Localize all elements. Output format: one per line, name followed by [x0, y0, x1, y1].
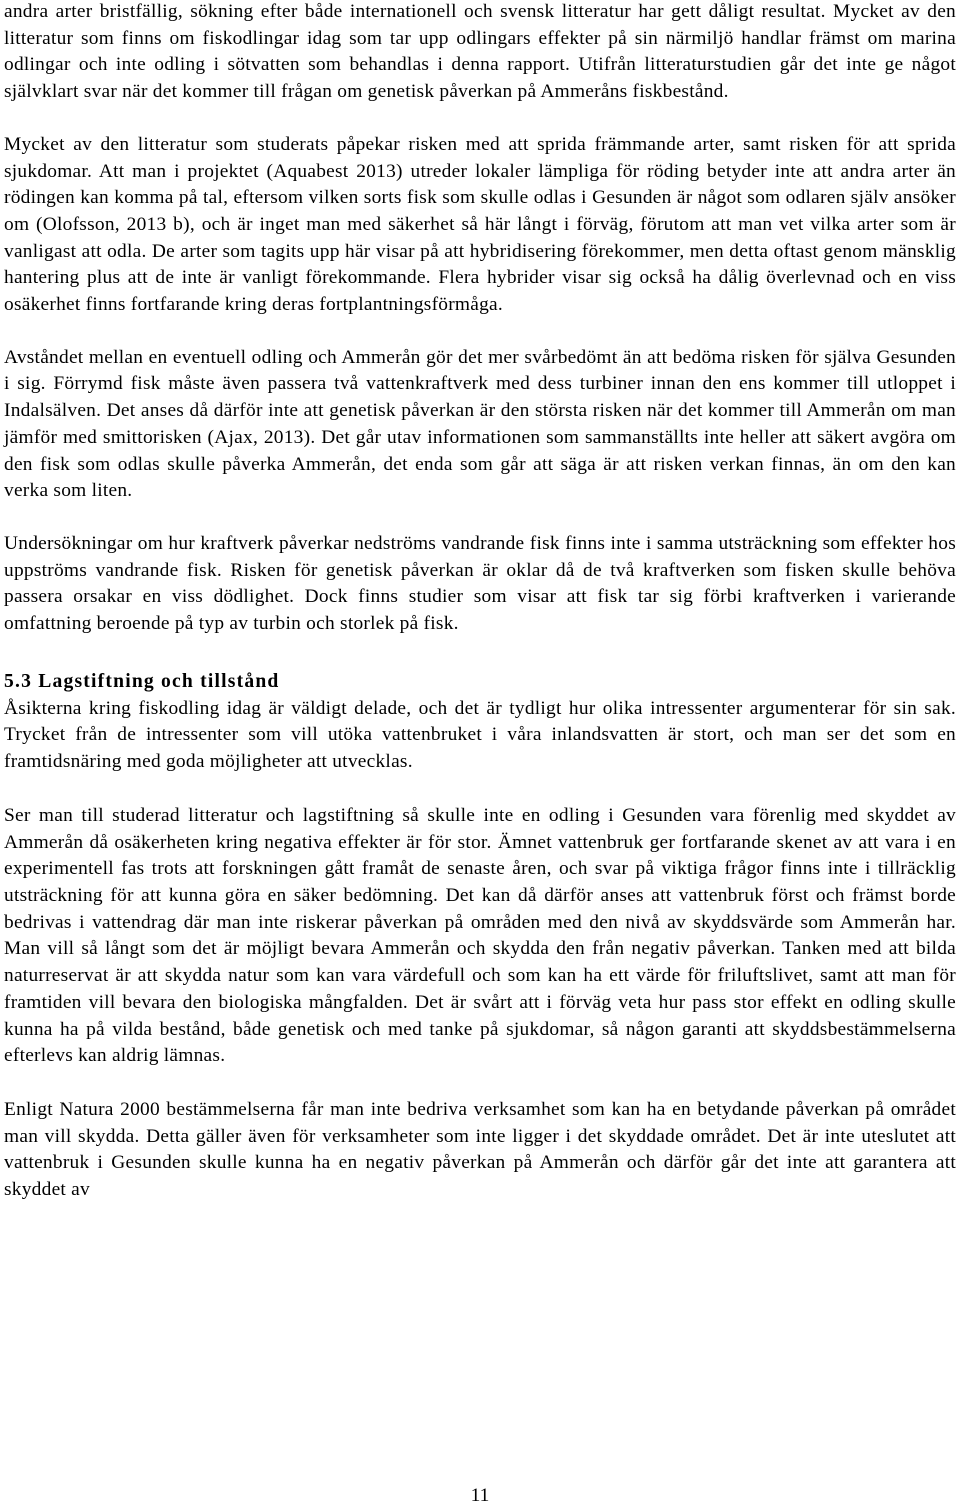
paragraph-opinions-aquaculture: Åsikterna kring fiskodling idag är väldigt delade, och det är tydligt hur olika intressenter argumenterar för sin sak. Trycket från de intressenter som vill utöka vattenbruket i våra inlandsvatten är stort, och man ser det som en framtidsnäring med goda möjligheter att utvecklas. [4, 697, 956, 773]
paragraph-natura-2000: Enligt Natura 2000 bestämmelserna får man inte bedriva verksamhet som kan ha en betydande påverkan på området man vill skydda. Detta gäller även för verksamheter som inte ligger i det skyddade området. Det är inte uteslutet att vattenbruk i Gesunden skulle kunna ha en negativ påverkan på Ammerån och därför går det inte att garantera att skyddet av [4, 1098, 956, 1201]
paragraph-power-plant-studies: Undersökningar om hur kraftverk påverkar nedströms vandrande fisk finns inte i samma utsträckning som effekter hos uppströms vandrande fisk. Risken för genetisk påverkan är oklar då de två kraftverken som fisken skulle behöva passera orsakar en viss dödlighet. Dock finns studier som visar att fisk tar sig förbi kraftverken i varierande omfattning beroende på typ av turbin och storlek på fisk. [4, 532, 956, 635]
document-page [4, 0, 956, 1204]
paragraph-foreign-species-risk: Mycket av den litteratur som studerats påpekar risken med att sprida främmande arter, samt risken för att sprida sjukdomar. Att man i projektet (Aquabest 2013) utreder lokaler lämpliga för röding betyder inte att andra arter än rödingen kan komma på tal, eftersom vilken sorts fisk som skulle odlas i Gesunden är något som odlaren själv ansöker om (Olofsson, 2013 b), och är inget man med säkerhet så här långt i förväg, förutom att man vet vilka arter som är vanligast att odla. De arter som tagits upp här visar på att hybridisering förekommer, men detta oftast genom mänsklig hantering plus att de inte är vanligt förekommande. Flera hybrider visar sig också ha dålig överlevnad och en viss osäkerhet finns fortfarande kring deras fortplantningsförmåga. [4, 133, 956, 316]
paragraph-literature-results: andra arter bristfällig, sökning efter både internationell och svensk litteratur har gett dåligt resultat. Mycket av den litteratur som finns om fiskodlingar idag som tar upp odlingars effekter på sin närmiljö handlar främst om marina odlingar och inte odling i sötvatten som behandlas i denna rapport. Utifrån litteraturstudien går det inte ge något självklart svar när det kommer till frågan om genetisk påverkan på Ammeråns fiskbestånd. [4, 1, 956, 103]
section-heading: 5.3 Lagstiftning och tillstånd [4, 670, 280, 692]
paragraph-legislation-assessment: Ser man till studerad litteratur och lagstiftning så skulle inte en odling i Gesunden vara förenlig med skyddet av Ammerån då osäkerheten kring negativa effekter är för stor. Ämnet vattenbruk ger fortfarande skenet av att vara i en experimentell fas trots att forskningen gått framåt de senaste åren, och svar på viktiga frågor finns inte i tillräcklig utsträckning för att kunna göra en säker bedömning. Det kan då därför anses att vattenbruk först och främst borde bedrivas i vattendrag där man inte riskerar påverkan på områden med den nivå av skyddsvärde som Ammerån har. Man vill så långt som det är möjligt bevara Ammerån och skydda den från negativ påverkan. Tanken med att bilda naturreservat är att skydda natur som kan vara värdefull och som kan ha ett värde för friluftslivet, samt att man för framtiden vill bevara den biologiska mångfalden. Det är svårt att i förväg veta hur pass stor effekt en odling skulle kunna ha på vilda bestånd, både genetisk och med tanke på sjukdomar, så någon garanti att skyddsbestämmelserna efterlevs kan aldrig lämnas. [4, 804, 956, 1067]
page-number: 11 [470, 1485, 490, 1506]
paragraph-distance-assessment: Avståndet mellan en eventuell odling och Ammerån gör det mer svårbedömt än att bedöma risken för själva Gesunden i sig. Förrymd fisk måste även passera två vattenkraftverk med dess turbiner innan den ens kommer till utloppet i Indalsälven. Det anses då därför inte att genetisk påverkan är den största risken när det kommer till Ammerån om man jämför med smittorisken (Ajax, 2013). Det går utav informationen som sammanställts inte heller att säkert avgöra om den fisk som odlas skulle påverka Ammerån, det enda som går att säga är att risken verkan finnas, än om den kan verka som liten. [4, 346, 956, 502]
